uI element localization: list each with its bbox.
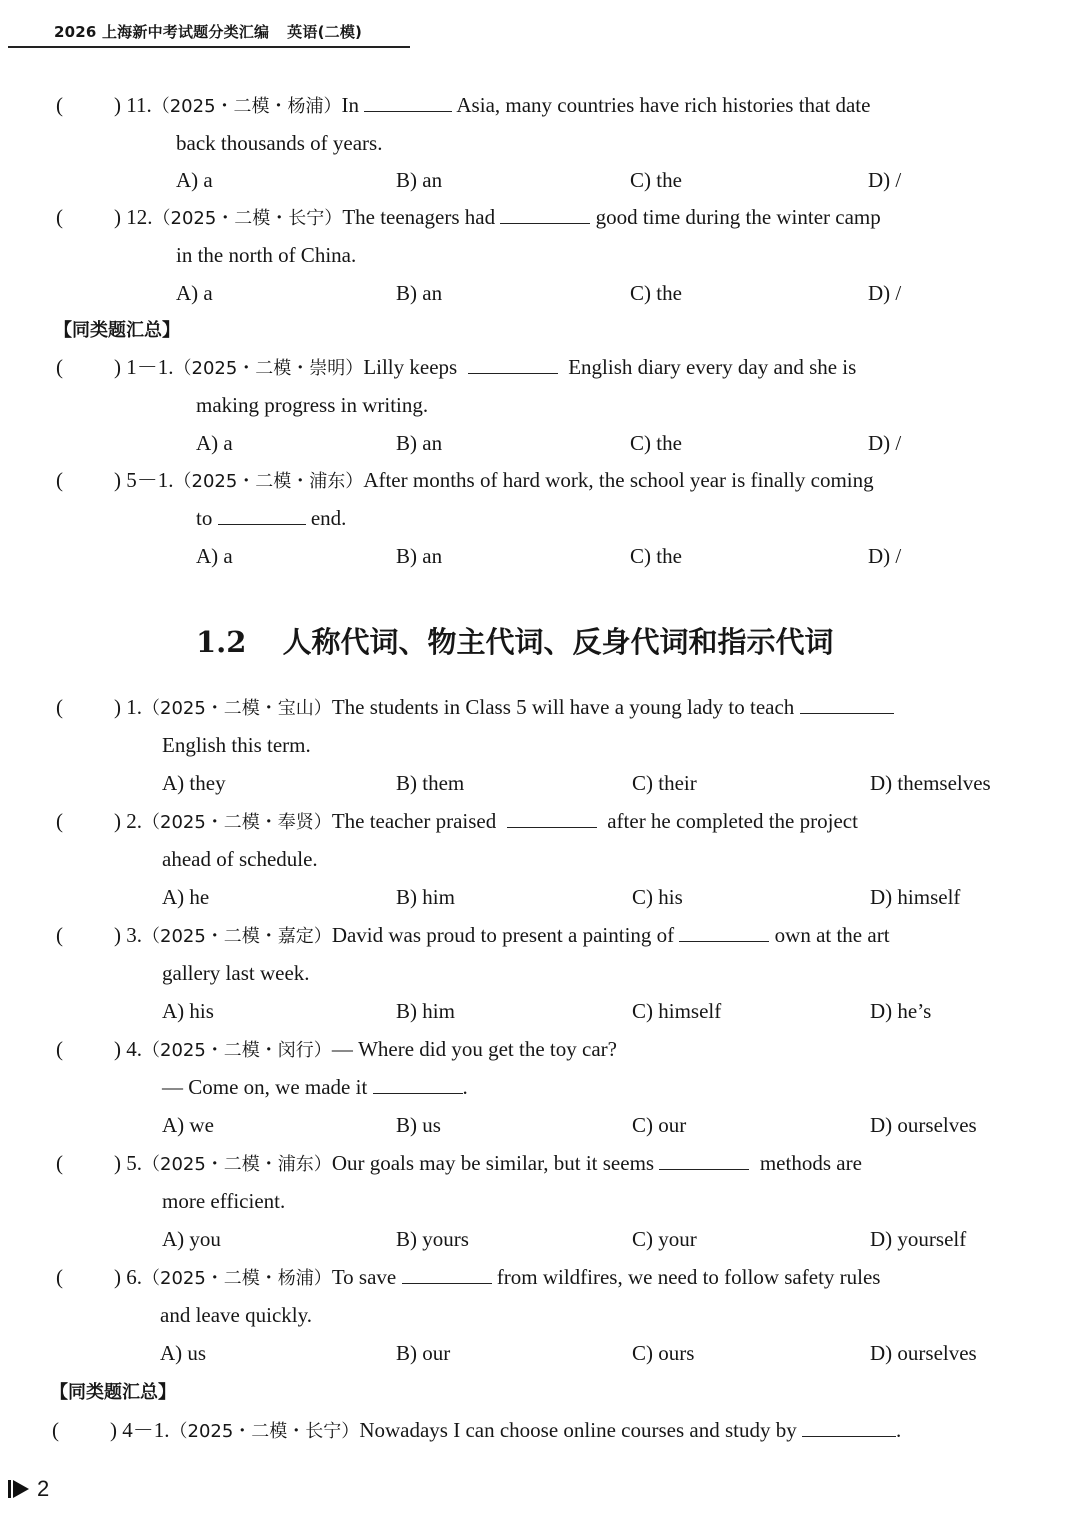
question-line-1: ) 5－1.（2025・二模・浦东）After months of hard work, the school year is finally coming	[114, 468, 874, 492]
option-a: A) his	[162, 999, 214, 1023]
answer-blank[interactable]	[500, 205, 590, 224]
answer-bracket[interactable]: (	[56, 1037, 63, 1061]
option-c: C) the	[630, 544, 682, 568]
option-d: D) /	[868, 431, 902, 455]
question-line-1: ) 1－1.（2025・二模・崇明）Lilly keeps English diary every day and she is	[114, 355, 857, 379]
answer-blank[interactable]	[802, 1418, 896, 1437]
question-line-1: ) 4－1.（2025・二模・长宁）Nowadays I can choose online courses and study by .	[110, 1418, 902, 1442]
option-b: B) an	[396, 544, 443, 568]
section-title	[196, 620, 833, 661]
option-a: A) we	[162, 1113, 214, 1137]
answer-blank[interactable]	[507, 809, 597, 828]
option-b: B) them	[396, 771, 465, 795]
option-b: B) an	[396, 168, 443, 192]
answer-blank[interactable]	[468, 355, 558, 374]
option-d: D) /	[868, 168, 902, 192]
question-line-2: and leave quickly.	[160, 1303, 312, 1327]
answer-bracket[interactable]: (	[56, 205, 63, 229]
question-line-2: to end.	[196, 506, 347, 530]
option-d: D) /	[868, 544, 902, 568]
option-c: C) his	[632, 885, 683, 909]
question-line-1: ) 1.（2025・二模・宝山）The students in Class 5 will have a young lady to teach	[114, 694, 894, 722]
answer-blank[interactable]	[679, 923, 769, 942]
answer-blank[interactable]	[218, 506, 306, 525]
option-c: C) our	[632, 1113, 687, 1137]
answer-blank[interactable]	[402, 1265, 492, 1284]
question-line-2: ahead of schedule.	[162, 847, 318, 871]
question-line-2: back thousands of years.	[176, 131, 383, 155]
option-d: D) himself	[870, 885, 961, 909]
page-number: 2	[37, 1476, 50, 1501]
option-b: B) yours	[396, 1227, 469, 1251]
option-a: A) he	[162, 885, 210, 909]
answer-bracket[interactable]: (	[56, 1265, 63, 1289]
question-line-1: ) 4.（2025・二模・闵行）— Where did you get the toy car?	[114, 1037, 617, 1061]
answer-bracket[interactable]: (	[56, 923, 63, 947]
bar-icon	[8, 1480, 11, 1498]
option-a: A) us	[160, 1341, 207, 1365]
answer-blank[interactable]	[373, 1075, 463, 1094]
question-line-1: ) 11.（2025・二模・杨浦）In Asia, many countries have rich histories that date	[114, 93, 871, 117]
header-text	[54, 21, 362, 42]
option-a: A) a	[196, 544, 233, 568]
option-b: B) an	[396, 281, 443, 305]
option-b: B) him	[396, 999, 455, 1023]
option-c: C) the	[630, 168, 682, 192]
option-c: C) their	[632, 771, 697, 795]
answer-bracket[interactable]: (	[56, 695, 63, 719]
question-line-2: gallery last week.	[162, 961, 310, 985]
option-a: A) a	[196, 431, 233, 455]
question-line-2: in the north of China.	[176, 243, 357, 267]
similar-questions-heading: 【同类题汇总】	[54, 320, 180, 341]
option-d: D) /	[868, 281, 902, 305]
answer-blank[interactable]	[800, 695, 894, 714]
question-line-2: English this term.	[162, 733, 311, 757]
answer-bracket[interactable]: (	[56, 355, 63, 379]
answer-bracket[interactable]: (	[56, 93, 63, 117]
book-title: 2026 上海新中考试题分类汇编	[54, 23, 270, 41]
section-number: 1.2	[196, 625, 247, 659]
option-c: C) himself	[632, 999, 722, 1023]
option-d: D) he’s	[870, 999, 932, 1023]
option-b: B) our	[396, 1341, 451, 1365]
question-line-2: more efficient.	[162, 1189, 286, 1213]
question-line-1: ) 6.（2025・二模・杨浦）To save from wildfires, we need to follow safety rules	[114, 1265, 881, 1289]
page-footer	[8, 1476, 49, 1502]
running-header	[8, 18, 410, 48]
option-c: C) the	[630, 431, 682, 455]
option-a: A) a	[176, 168, 213, 192]
answer-bracket[interactable]: (	[52, 1418, 59, 1442]
option-d: D) yourself	[870, 1227, 967, 1251]
answer-blank[interactable]	[659, 1151, 749, 1170]
question-line-2: — Come on, we made it .	[162, 1075, 468, 1099]
answer-bracket[interactable]: (	[56, 1151, 63, 1175]
answer-blank[interactable]	[364, 93, 452, 112]
option-c: C) ours	[632, 1341, 695, 1365]
option-a: A) you	[162, 1227, 221, 1251]
question-line-1: ) 3.（2025・二模・嘉定）David was proud to present a painting of own at the art	[114, 923, 890, 947]
question-line-1: ) 12.（2025・二模・长宁）The teenagers had good time during the winter camp	[114, 205, 881, 229]
option-c: C) the	[630, 281, 682, 305]
similar-questions-heading: 【同类题汇总】	[50, 1382, 176, 1403]
option-a: A) they	[162, 771, 226, 795]
option-b: B) him	[396, 885, 455, 909]
option-d: D) themselves	[870, 771, 991, 795]
option-a: A) a	[176, 281, 213, 305]
answer-bracket[interactable]: (	[56, 468, 63, 492]
option-b: B) us	[396, 1113, 441, 1137]
subject-label: 英语(二模)	[287, 23, 363, 41]
option-c: C) your	[632, 1227, 697, 1251]
question-line-2: making progress in writing.	[196, 393, 429, 417]
section-heading: 人称代词、物主代词、反身代词和指示代词	[282, 625, 834, 659]
option-d: D) ourselves	[870, 1113, 977, 1137]
question-line-1: ) 2.（2025・二模・奉贤）The teacher praised after he completed the project	[114, 809, 858, 833]
answer-bracket[interactable]: (	[56, 809, 63, 833]
question-line-1: ) 5.（2025・二模・浦东）Our goals may be similar, but it seems methods are	[114, 1151, 862, 1175]
option-b: B) an	[396, 431, 443, 455]
option-d: D) ourselves	[870, 1341, 977, 1365]
play-arrow-icon	[13, 1480, 29, 1498]
